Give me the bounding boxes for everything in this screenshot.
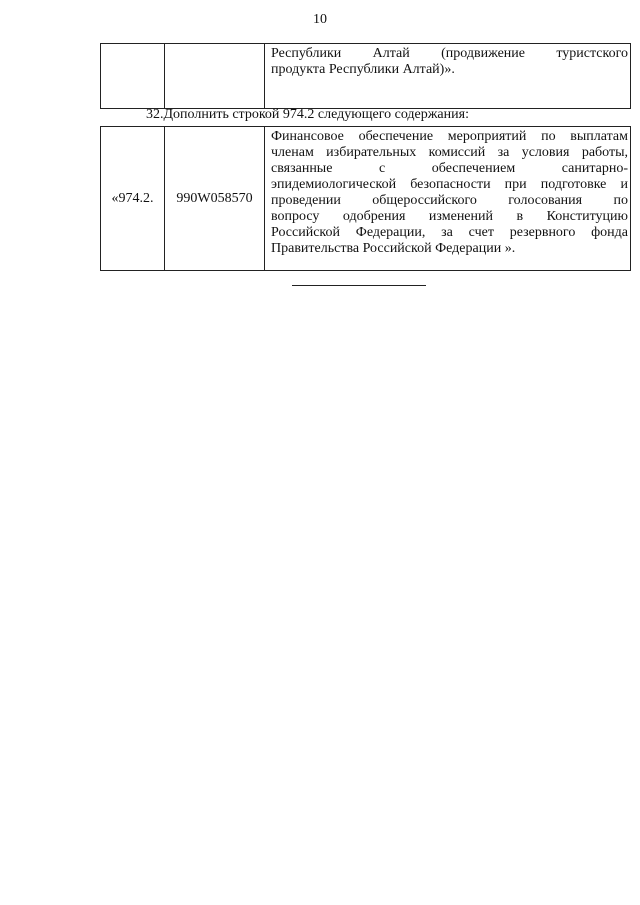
table-cell-text — [265, 127, 631, 271]
table-cell-code — [165, 44, 265, 109]
table-row — [101, 44, 631, 109]
text-line: продукта Республики Алтай)». — [271, 62, 455, 77]
table-top-continuation — [100, 43, 631, 109]
table-cell-number — [101, 44, 165, 109]
text-line: Республики Алтай (продвижение туристского — [271, 46, 628, 61]
text-line: Российской Федерации, за счет резервного фонда — [271, 225, 628, 240]
table-cell-text — [265, 44, 631, 109]
table-row — [101, 127, 631, 271]
text-line: эпидемиологической безопасности при подготовке и — [271, 177, 628, 192]
text-line: вопросу одобрения изменений в Конституцию — [271, 209, 628, 224]
table-cell-code: 990W058570 — [165, 127, 265, 271]
end-rule-divider — [292, 285, 426, 286]
table-cell-number: «974.2. — [101, 127, 165, 271]
page-number: 10 — [313, 12, 327, 27]
table-new-row — [100, 126, 631, 271]
amendment-instruction: 32.Дополнить строкой 974.2 следующего содержания: — [146, 107, 469, 122]
text-line: связанные с обеспечением санитарно- — [271, 161, 628, 176]
text-line: Правительства Российской Федерации ». — [271, 241, 516, 256]
text-line: проведении общероссийского голосования по — [271, 193, 628, 208]
text-line: Финансовое обеспечение мероприятий по выплатам — [271, 129, 628, 144]
text-line: членам избирательных комиссий за условия работы, — [271, 145, 628, 160]
